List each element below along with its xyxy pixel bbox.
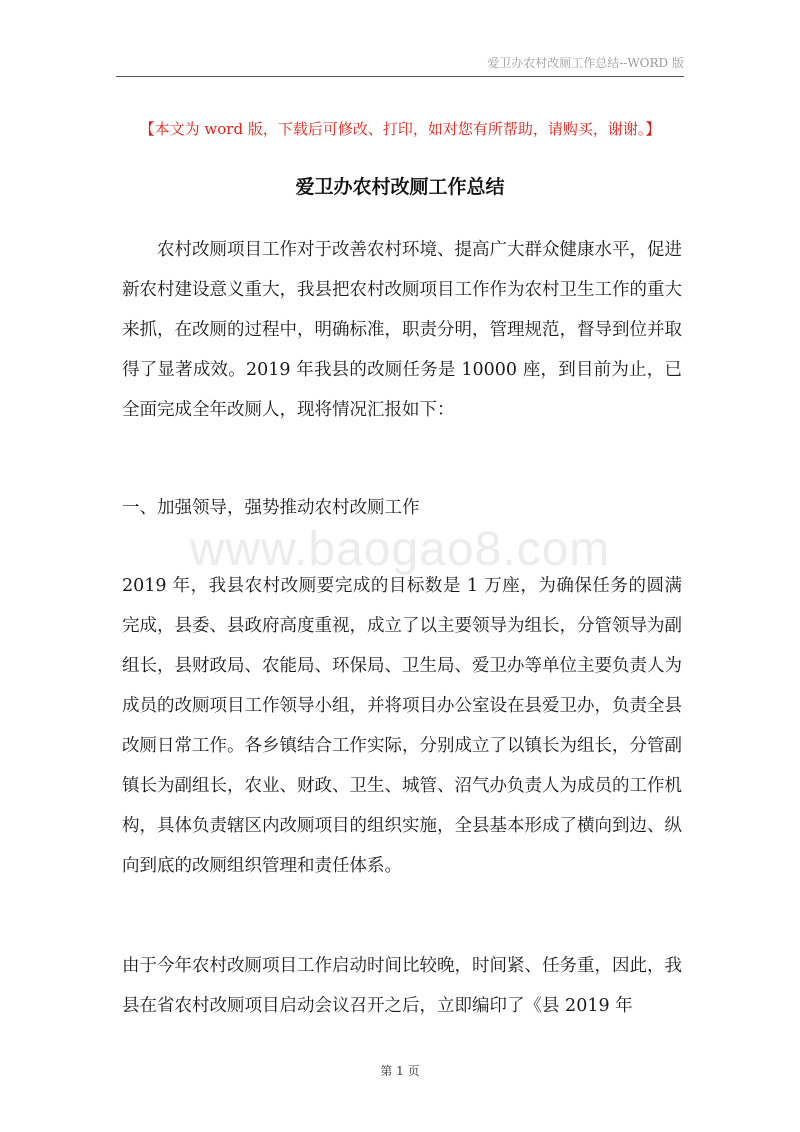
paragraph-intro: 农村改厕项目工作对于改善农村环境、提高广大群众健康水平，促进新农村建设意义重大，我县把农村改厕项目工作作为农村卫生工作的重大来抓，在改厕的过程中，明确标准，职责分明，管理规范，督导到位并取得了显著成效。2019 年我县的改厕任务是 10000 座，到目前为止，已全面完成全年改厕人，现将情况汇报如下： — [122, 240, 682, 420]
paragraph-schedule: 由于今年农村改厕项目工作启动时间比较晚，时间紧、任务重，因此，我县在省农村改厕项目启动会议召开之后，立即编印了《县 2019 年 — [122, 956, 682, 1016]
purchase-notice: 【本文为 word 版，下载后可修改、打印，如对您有所帮助，请购买，谢谢。】 — [139, 120, 661, 138]
header-rule — [116, 76, 684, 77]
running-header: 爱卫办农村改厕工作总结--WORD 版 — [487, 56, 684, 70]
watermark: www.baogao8.com — [189, 523, 611, 576]
paragraph-leadership: 2019 年，我县农村改厕要完成的目标数是 1 万座，为确保任务的圆满完成，县委、县政府高度重视，成立了以主要领导为组长，分管领导为副组长，县财政局、农能局、环保局、卫生局、爱卫办等单位主要负责人为成员的改厕项目工作领导小组，并将项目办公室设在县爱卫办，负责全县改厕日常工作。各乡镇结合工作实际，分别成立了以镇长为组长，分管副镇长为副组长，农业、财政、卫生、城管、沼气办负责人为成员的工作机构，具体负责辖区内改厕项目的组织实施，全县基本形成了横向到边、纵向到底的改厕组织管理和责任体系。 — [122, 576, 682, 876]
page-number: 第 1 页 — [380, 1064, 420, 1078]
section-heading-1: 一、加强领导，强势推动农村改厕工作 — [122, 498, 420, 518]
document-title: 爱卫办农村改厕工作总结 — [295, 176, 505, 198]
